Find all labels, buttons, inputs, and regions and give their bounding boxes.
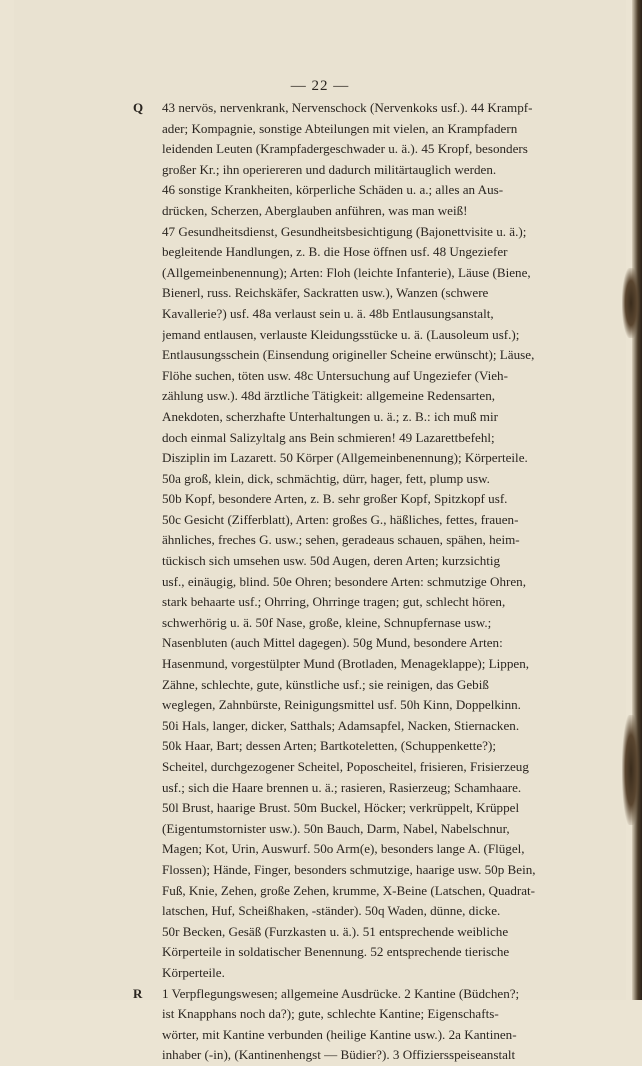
page-stain	[622, 268, 640, 338]
text-line: Hasenmund, vorgestülpter Mund (Brotladen, Menageklappe); Lippen,	[162, 656, 530, 672]
text-line: Disziplin im Lazarett. 50 Körper (Allgemeinbenennung); Körperteile.	[162, 450, 528, 466]
section-marker-q: Q	[133, 100, 144, 115]
text-line: Flöhe suchen, töten usw. 48c Untersuchung auf Ungeziefer (Vieh-	[162, 367, 508, 383]
text-line: Flossen); Hände, Finger, besonders schmutzige, haarige usw. 50p Bein,	[162, 861, 536, 877]
text-line: leidenden Leuten (Krampfadergeschwader u. ä.). 45 Kropf, besonders	[162, 141, 528, 157]
body-text	[133, 98, 562, 1066]
text-line: (Eigentumstornister usw.). 50n Bauch, Darm, Nabel, Nabelschnur,	[162, 820, 510, 836]
page-stain	[622, 715, 640, 825]
text-line: Fuß, Knie, Zehen, große Zehen, krumme, X-Beine (Latschen, Quadrat-	[162, 882, 536, 898]
page-number: — 22 —	[290, 78, 350, 94]
text-line: Nasenbluten (auch Mittel dagegen). 50g Mund, besondere Arten:	[162, 635, 503, 651]
text-line: 47 Gesundheitsdienst, Gesundheitsbesichtigung (Bajonettvisite u. ä.);	[162, 223, 527, 239]
text-line: weglegen, Zahnbürste, Reinigungsmittel usf. 50h Kinn, Doppelkinn.	[162, 697, 521, 713]
text-line: wörter, mit Kantine verbunden (heilige Kantine usw.). 2a Kantinen-	[162, 1026, 517, 1042]
text-line: ist Knapphans noch da?); gute, schlechte Kantine; Eigenschafts-	[162, 1006, 499, 1022]
text-line: begleitende Handlungen, z. B. die Hose öffnen usf. 48 Ungeziefer	[162, 244, 508, 260]
text-line: großer Kr.; ihn operiereren und dadurch militärtauglich werden.	[162, 161, 497, 177]
section-q-lines	[162, 98, 562, 984]
text-line: Körperteile.	[162, 964, 225, 980]
text-line: Magen; Kot, Urin, Auswurf. 50o Arm(e), besonders lange A. (Flügel,	[162, 841, 525, 857]
text-line: drücken, Scherzen, Aberglauben anführen, was man weiß!	[162, 202, 468, 218]
text-line: 1 Verpflegungswesen; allgemeine Ausdrücke. 2 Kantine (Büdchen?;	[162, 985, 520, 1001]
text-line: Kavallerie?) usf. 48a verlaust sein u. ä. 48b Entlausungsanstalt,	[162, 305, 494, 321]
text-line: (Allgemeinbenennung); Arten: Floh (leichte Infanterie), Läuse (Biene,	[162, 264, 531, 280]
text-line: doch einmal Salizyltalg ans Bein schmieren! 49 Lazarettbefehl;	[162, 429, 495, 445]
text-line: Zähne, schlechte, gute, künstliche usf.; sie reinigen, das Gebiß	[162, 676, 489, 692]
section-marker-r: R	[133, 985, 143, 1001]
section-r	[133, 984, 562, 1066]
page-edge-shadow	[632, 0, 642, 1000]
text-line: zählung usw.). 48d ärztliche Tätigkeit: allgemeine Redensarten,	[162, 388, 496, 404]
text-line: Körperteile in soldatischer Benennung. 52 entsprechende tierische	[162, 944, 510, 960]
text-line: jemand entlausen, verlauste Kleidungsstücke u. ä. (Lausoleum usf.);	[162, 326, 520, 342]
text-line: usf., einäugig, blind. 50e Ohren; besondere Arten: schmutzige Ohren,	[162, 573, 526, 589]
text-line: 50i Hals, langer, dicker, Satthals; Adamsapfel, Nacken, Stiernacken.	[162, 717, 520, 733]
text-line: tückisch sich umsehen usw. 50d Augen, deren Arten; kurzsichtig	[162, 553, 501, 569]
text-line: schwerhörig u. ä. 50f Nase, große, kleine, Schnupfernase usw.;	[162, 614, 492, 630]
text-line: 46 sonstige Krankheiten, körperliche Schäden u. a.; alles an Aus-	[162, 182, 504, 198]
text-line: 50l Brust, haarige Brust. 50m Buckel, Höcker; verkrüppelt, Krüppel	[162, 800, 520, 816]
text-line: latschen, Huf, Scheißhaken, -ständer). 50q Waden, dünne, dicke.	[162, 903, 501, 919]
text-line: 50k Haar, Bart; dessen Arten; Bartkoteletten, (Schuppenkette?);	[162, 738, 496, 754]
text-line: Scheitel, durchgezogener Scheitel, Poposcheitel, frisieren, Frisierzeug	[162, 759, 529, 774]
text-line: 50b Kopf, besondere Arten, z. B. sehr großer Kopf, Spitzkopf usf.	[162, 491, 508, 507]
text-line: stark behaarte usf.; Ohrring, Ohrringe tragen; gut, schlecht hören,	[162, 594, 506, 610]
text-line: 50a groß, klein, dick, schmächtig, dürr, hager, fett, plump usw.	[162, 470, 490, 486]
text-line: ader; Kompagnie, sonstige Abteilungen mit vielen, an Krampfadern	[162, 120, 518, 136]
text-line: Entlausungsschein (Einsendung origineller Scheine erwünscht); Läuse,	[162, 347, 535, 363]
text-line: usf.; sich die Haare brennen u. ä.; rasieren, Rasierzeug; Schamhaare.	[162, 779, 522, 795]
section-r-lines	[162, 984, 562, 1066]
book-page	[14, 0, 626, 1063]
text-line: ähnliches, freches G. usw.; sehen, geradeaus schauen, spähen, heim-	[162, 532, 520, 548]
text-line: 50c Gesicht (Zifferblatt), Arten: großes G., häßliches, fettes, frauen-	[162, 511, 519, 527]
section-q	[133, 98, 562, 984]
text-line: 50r Becken, Gesäß (Furzkasten u. ä.). 51 entsprechende weibliche	[162, 923, 509, 939]
text-line: Bienerl, russ. Reichskäfer, Sackratten usw.), Wanzen (schwere	[162, 285, 489, 301]
text-line: Anekdoten, scherzhafte Unterhaltungen u. ä.; z. B.: ich muß mir	[162, 408, 498, 424]
text-line: inhaber (-in), (Kantinenhengst — Büdier?). 3 Offiziersspeiseanstalt	[162, 1047, 516, 1063]
text-line: 43 nervös, nervenkrank, Nervenschock (Nervenkoks usf.). 44 Krampf-	[162, 100, 533, 115]
